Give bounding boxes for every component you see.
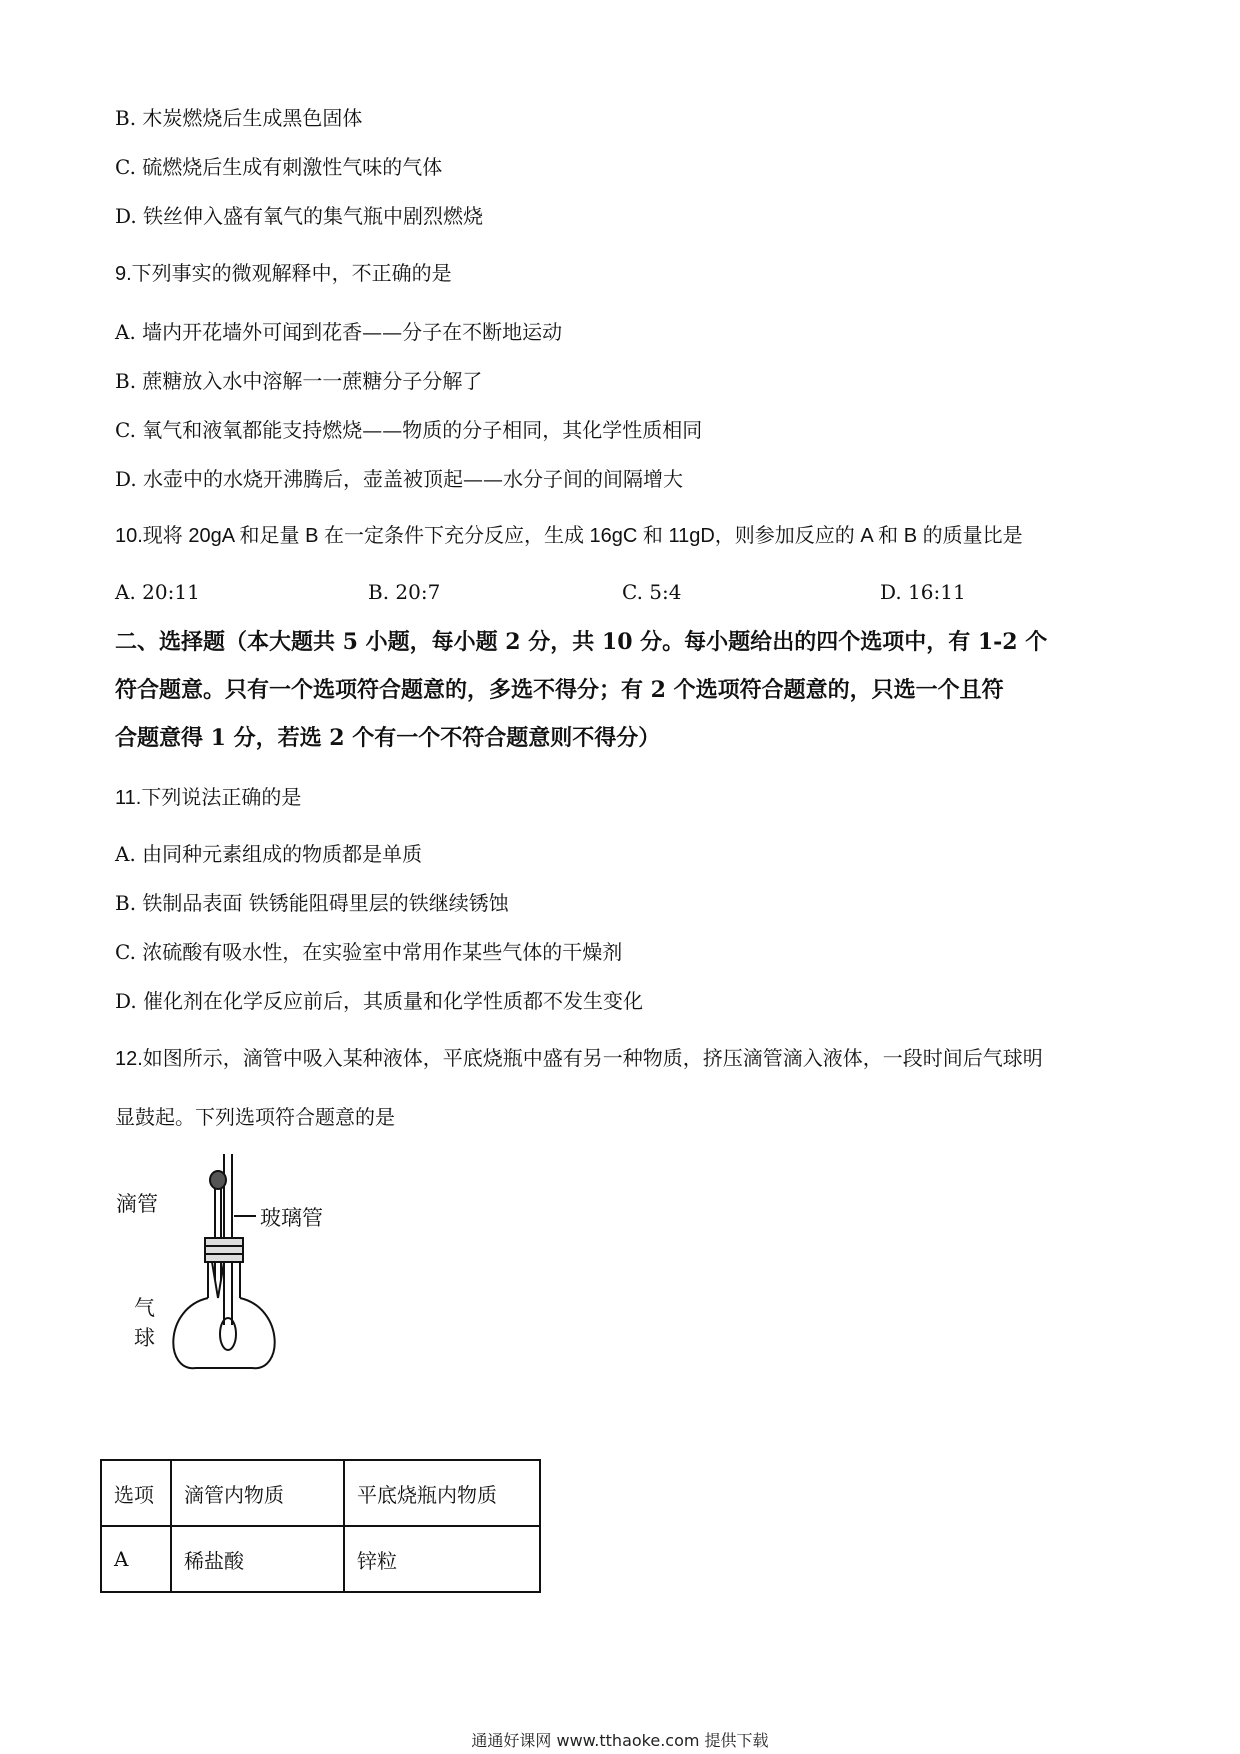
label-dropper: 滴管 [116,1192,158,1216]
q10-option-b: B. 20:7 [368,580,441,604]
label-glass-tube: 玻璃管 [260,1206,323,1230]
q11-option-c: C. 浓硫酸有吸水性，在实验室中常用作某些气体的干燥剂 [115,940,623,964]
q11-option-d: D. 催化剂在化学反应前后，其质量和化学性质都不发生变化 [115,989,644,1013]
q9-option-a: A. 墙内开花墙外可闻到花香——分子在不断地运动 [115,320,563,344]
q10-option-a: A. 20:11 [115,580,200,604]
q10-option-c: C. 5:4 [622,580,682,604]
stopper-wrapping [205,1238,243,1262]
label-balloon-1: 气 [134,1296,155,1320]
table-header-cell: 选项 [101,1460,171,1526]
table-header-row [101,1460,540,1526]
q9-option-b: B. 蔗糖放入水中溶解一一蔗糖分子分解了 [115,369,483,393]
flask-apparatus-figure [112,1150,352,1370]
q9-option-c: C. 氧气和液氧都能支持燃烧——物质的分子相同，其化学性质相同 [115,418,703,442]
q9-stem: 9.下列事实的微观解释中，不正确的是 [115,263,452,285]
section2-heading-line1: 二、选择题（本大题共 5 小题，每小题 2 分，共 10 分。每小题给出的四个选项中，有 1-2 个 [115,629,1048,655]
q12-stem-line1: 12.如图所示，滴管中吸入某种液体，平底烧瓶中盛有另一种物质，挤压滴管滴入液体，一段时间后气球明 [115,1048,1043,1070]
q9-option-d: D. 水壶中的水烧开沸腾后，壶盖被顶起——水分子间的间隔增大 [115,467,684,491]
q8-option-b: B. 木炭燃烧后生成黑色固体 [115,106,363,130]
table-cell: A [101,1526,171,1592]
balloon-shape [220,1318,236,1350]
table-header-cell: 滴管内物质 [171,1460,344,1526]
table-cell: 稀盐酸 [171,1526,344,1592]
q11-option-b: B. 铁制品表面 铁锈能阻碍里层的铁继续锈蚀 [115,891,509,915]
q11-stem: 11.下列说法正确的是 [115,787,302,809]
q12-stem-line2: 显鼓起。下列选项符合题意的是 [115,1105,395,1129]
q10-stem: 10.现将 20gA 和足量 B 在一定条件下充分反应，生成 16gC 和 11gD，则参加反应的 A 和 B 的质量比是 [115,525,1023,547]
dropper-tip [212,1262,224,1298]
page-footer: 通通好课网 www.tthaoke.com 提供下载 [471,1731,769,1750]
table-header-cell: 平底烧瓶内物质 [344,1460,540,1526]
table-cell: 锌粒 [344,1526,540,1592]
q12-options-table [100,1459,541,1593]
q10-option-d: D. 16:11 [880,580,966,604]
q8-option-d: D. 铁丝伸入盛有氧气的集气瓶中剧烈燃烧 [115,204,484,228]
q8-option-c: C. 硫燃烧后生成有刺激性气味的气体 [115,155,443,179]
dropper-bulb [210,1171,226,1189]
q11-option-a: A. 由同种元素组成的物质都是单质 [115,842,423,866]
table-row [101,1526,540,1592]
section2-heading-line2: 符合题意。只有一个选项符合题意的，多选不得分；有 2 个选项符合题意的，只选一个且符 [115,677,1004,703]
section2-heading-line3: 合题意得 1 分，若选 2 个有一个不符合题意则不得分） [115,725,661,751]
label-balloon-2: 球 [134,1326,155,1350]
